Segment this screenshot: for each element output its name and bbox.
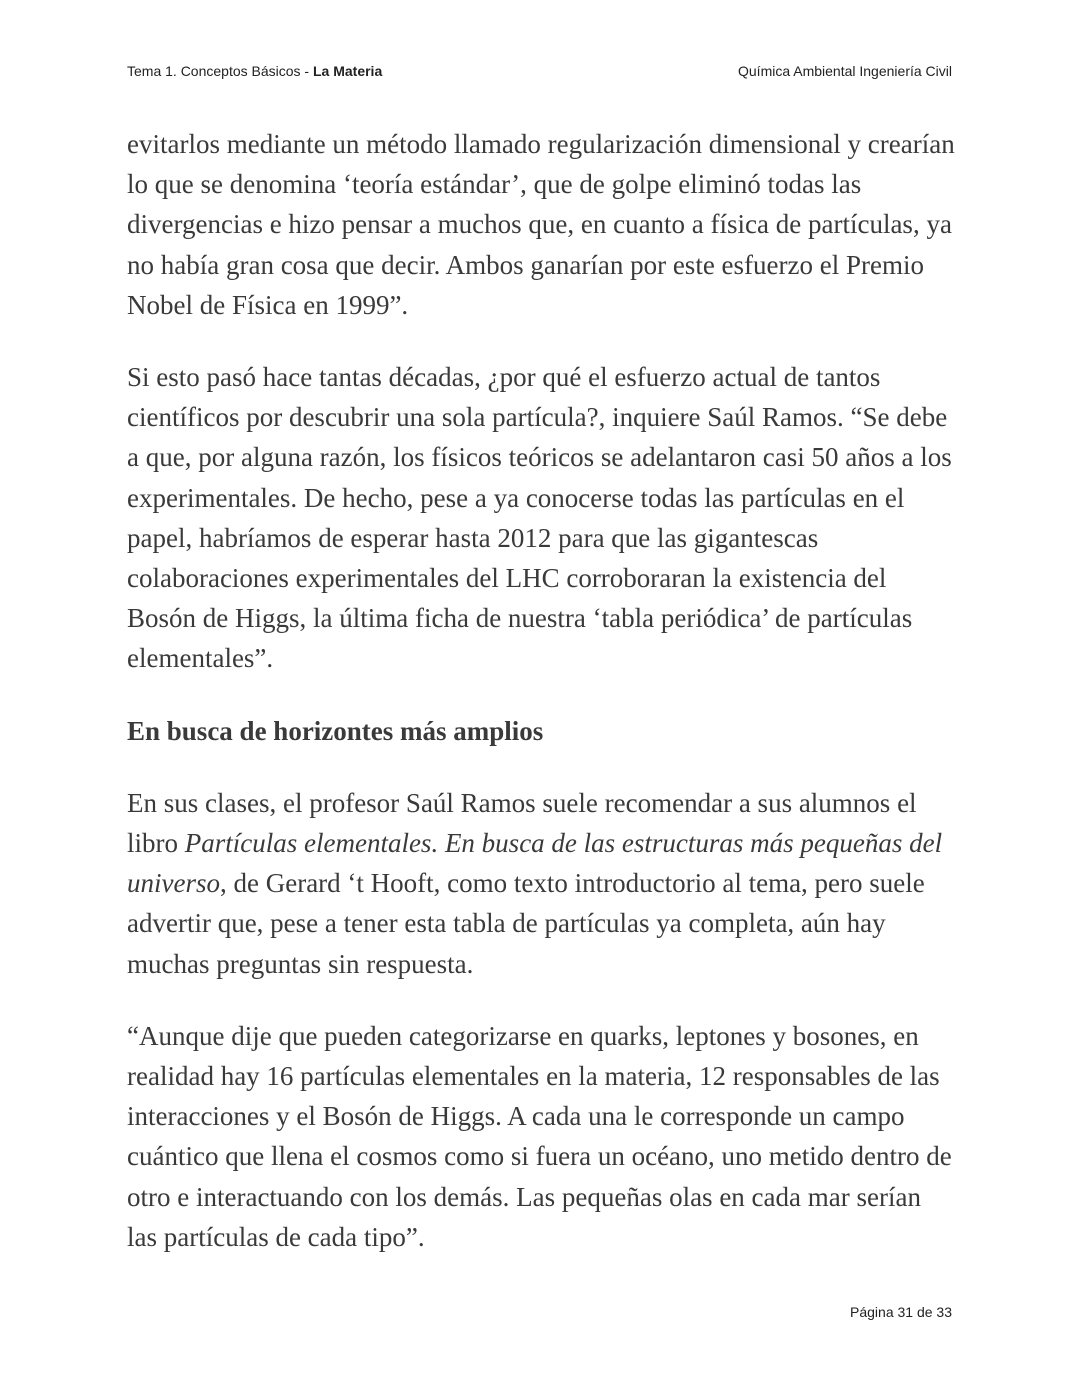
header-section-title: La Materia: [312, 63, 383, 79]
header-left: [127, 63, 382, 79]
page-number: Página 31 de 33: [850, 1304, 952, 1320]
paragraph-2: Si esto pasó hace tantas décadas, ¿por qué el esfuerzo actual de tantos científicos por descubrir una sola partícula?, inquiere Saúl Ramos. “Se debe a que, por alguna razón, los físicos teóricos se adelantaron casi 50 años a los experimentales. De hecho, pese a ya conocerse todas las partículas en el papel, habríamos de esperar hasta 2012 para que las gigantescas colaboraciones experimentales del LHC corroboraran la existencia del Bosón de Higgs, la última ficha de nuestra ‘tabla periódica’ de partículas elementales”.: [127, 362, 952, 674]
page-header: [127, 63, 952, 83]
paragraph-3-start: En sus clases, el profesor Saúl Ramos suele recomendar a sus alumnos el libro: [127, 787, 917, 859]
book-title: Partículas elementales. En busca de las estructuras más pequeñas del universo: [127, 828, 943, 899]
paragraph-4: “Aunque dije que pueden categorizarse en quarks, leptones y bosones, en realidad hay 16 partículas elementales en la materia, 12 responsables de las interacciones y el Bosón de Higgs. A cada una le corresponde un campo cuántico que llena el cosmos como si fuera un océano, uno metido dentro de otro e interactuando con los demás. Las pequeñas olas en cada mar serían las partículas de cada tipo”.: [127, 1020, 952, 1252]
paragraph-3-end: , de Gerard ‘t Hooft, como texto introductorio al tema, pero suele advertir que, pese a tener esta tabla de partículas ya completa, aún hay muchas preguntas sin respuesta.: [127, 868, 925, 979]
paragraph-1: evitarlos mediante un método llamado regularización dimensional y crearían lo que se denomina ‘teoría estándar’, que de golpe eliminó todas las divergencias e hizo pensar a muchos que, en cuanto a física de partículas, ya no había gran cosa que decir. Ambos ganarían por este esfuerzo el Premio Nobel de Física en 1999”.: [127, 129, 955, 320]
section-heading: En busca de horizontes más amplios: [127, 715, 544, 746]
header-topic: Tema 1. Conceptos Básicos -: [127, 63, 313, 79]
paragraph-3: [127, 783, 957, 984]
article-body: [127, 124, 957, 1289]
header-course: Química Ambiental Ingeniería Civil: [738, 63, 952, 79]
